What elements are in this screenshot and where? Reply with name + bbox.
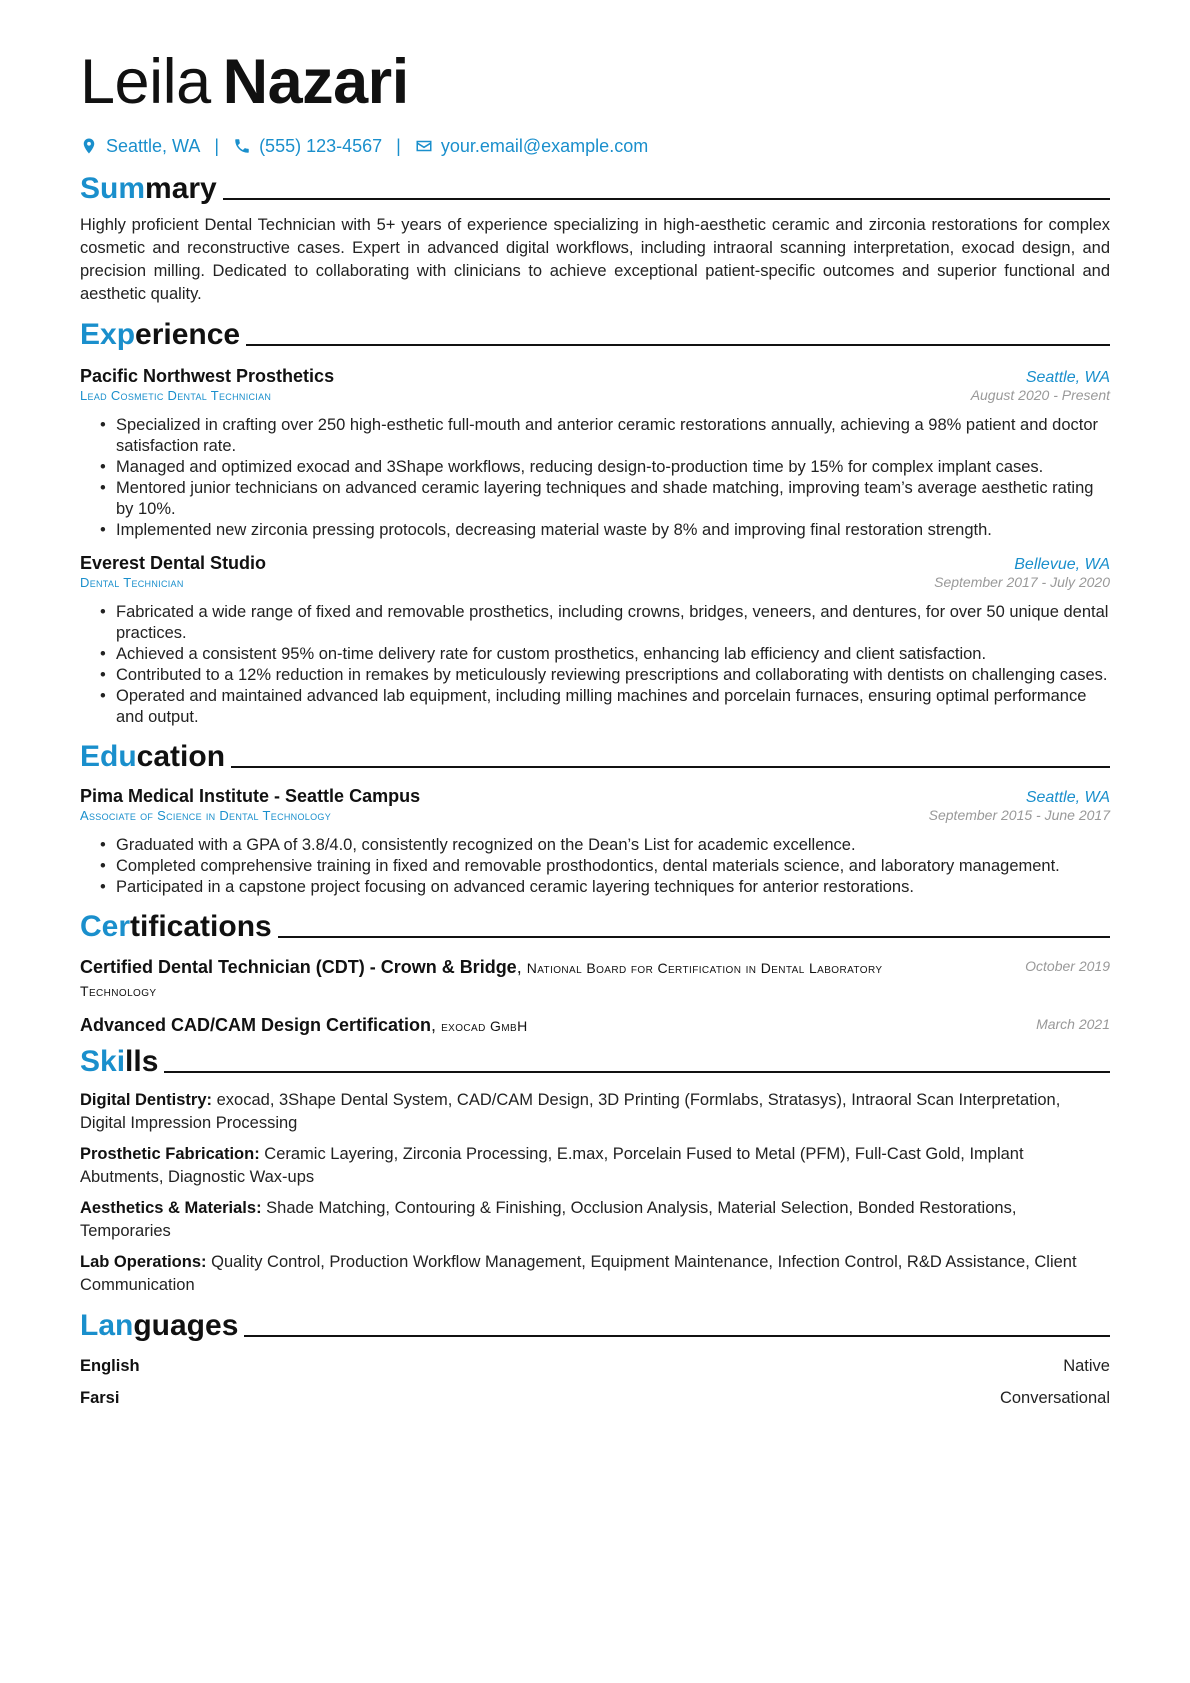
list-item: • Participated in a capstone project focusing on advanced ceramic layering techniques for anterior restorations.	[116, 877, 1110, 898]
list-item: • Mentored junior technicians on advanced ceramic layering techniques and shade matching, improving team’s average aesthetic rating by 10%.	[116, 478, 1110, 520]
summary-text: Highly proficient Dental Technician with 5+ years of experience specializing in high-aesthetic ceramic and zirconia restorations for complex cosmetic and reconstructive cases. Expert in advanced digital workflows, including intraoral scanning interpretation, exocad design, and precision milling. Dedicated to collaborating with clinicians to achieve exceptional patient-specific outcomes and superior functional and aesthetic quality.	[80, 216, 1110, 303]
phone-icon	[233, 137, 251, 155]
section-title: Education	[80, 740, 226, 773]
education-dates: September 2015 - June 2017	[928, 807, 1110, 823]
section-title: Skills	[80, 1045, 159, 1078]
education-entry	[80, 786, 1110, 898]
list-item: • Implemented new zirconia pressing protocols, decreasing material waste by 8% and improving final restoration strength.	[116, 520, 1110, 541]
section-rule	[164, 1071, 1110, 1073]
skill-values: exocad, 3Shape Dental System, CAD/CAM Design, 3D Printing (Formlabs, Stratasys), Intraoral Scan Interpretation, Digital Impression Processing	[80, 1091, 1061, 1132]
list-item: • Achieved a consistent 95% on-time delivery rate for custom prosthetics, enhancing lab efficiency and client satisfaction.	[116, 644, 1110, 665]
job-dates: August 2020 - Present	[970, 387, 1110, 403]
language-name: Farsi	[80, 1389, 120, 1407]
skill-group	[80, 1197, 1110, 1243]
skill-label: Digital Dentistry:	[80, 1091, 213, 1109]
section-rule	[246, 344, 1110, 346]
first-name: Leila	[80, 47, 211, 117]
skill-label: Aesthetics & Materials:	[80, 1199, 262, 1217]
section-rule	[278, 936, 1110, 938]
job-bullets	[80, 602, 1110, 728]
section-rule	[223, 198, 1110, 200]
education-bullets	[80, 835, 1110, 898]
skill-values: Shade Matching, Contouring & Finishing, Occlusion Analysis, Material Selection, Bonded Restorations, Temporaries	[80, 1199, 1017, 1240]
language-row	[80, 1387, 1110, 1409]
job-title: Dental Technician	[80, 575, 184, 590]
certification-issuer: National Board for Certification in Dental Laboratory Technology	[80, 960, 883, 999]
list-item: • Contributed to a 12% reduction in remakes by meticulously reviewing prescriptions and collaborating with dentists on challenging cases.	[116, 665, 1110, 686]
section-title: Summary	[80, 172, 217, 205]
experience-entry	[80, 553, 1110, 728]
certification-name: Advanced CAD/CAM Design Certification	[80, 1015, 432, 1035]
section-title: Experience	[80, 318, 241, 351]
certification-date: March 2021	[1036, 1016, 1110, 1032]
certification-name: Certified Dental Technician (CDT) - Crown & Bridge	[80, 957, 517, 977]
language-level: Conversational	[999, 1389, 1110, 1407]
section-languages-heading	[80, 1307, 1110, 1343]
employer-name: Pacific Northwest Prosthetics	[80, 366, 335, 386]
skill-group	[80, 1089, 1110, 1135]
contact-email[interactable]	[415, 136, 648, 157]
last-name: Nazari	[222, 47, 409, 117]
section-certifications-heading	[80, 908, 1110, 944]
contact-location	[80, 136, 200, 157]
phone-text: (555) 123-4567	[259, 135, 383, 156]
section-experience-heading	[80, 316, 1110, 352]
school-name: Pima Medical Institute - Seattle Campus	[80, 786, 421, 806]
list-item: • Managed and optimized exocad and 3Shape workflows, reducing design-to-production time by 15% for complex implant cases.	[116, 457, 1110, 478]
map-pin-icon	[80, 137, 98, 155]
section-title: Certifications	[80, 910, 272, 943]
job-location: Bellevue, WA	[1014, 556, 1110, 573]
email-link: your.email@example.com	[440, 135, 649, 156]
section-skills-heading	[80, 1043, 1110, 1079]
certification-date: October 2019	[1025, 958, 1110, 974]
list-item: • Specialized in crafting over 250 high-esthetic full-mouth and anterior ceramic restorations annually, achieving a 98% patient and doctor satisfaction rate.	[116, 415, 1110, 457]
candidate-name	[80, 46, 1110, 118]
contact-phone[interactable]	[233, 136, 382, 157]
section-rule	[231, 766, 1110, 768]
list-item: • Completed comprehensive training in fixed and removable prosthodontics, dental materials science, and laboratory management.	[116, 856, 1110, 877]
contact-bar	[80, 134, 1110, 158]
certification-issuer: exocad GmbH	[441, 1018, 528, 1034]
job-location: Seattle, WA	[1025, 369, 1110, 386]
skill-values: Quality Control, Production Workflow Management, Equipment Maintenance, Infection Control, R&D Assistance, Client Communication	[80, 1253, 1077, 1294]
certification-item: Certified Dental Technician (CDT) - Crown & Bridge, National Board for Certification in Dental Laboratory Technology October 2019	[80, 957, 1110, 999]
location-text: Seattle, WA	[106, 135, 201, 156]
school-location: Seattle, WA	[1025, 789, 1110, 806]
language-name: English	[80, 1357, 140, 1375]
experience-entry	[80, 366, 1110, 541]
contact-separator: |	[396, 135, 401, 156]
list-item: • Graduated with a GPA of 3.8/4.0, consistently recognized on the Dean’s List for academic excellence.	[116, 835, 1110, 856]
envelope-icon	[415, 137, 433, 155]
skill-values: Ceramic Layering, Zirconia Processing, E.max, Porcelain Fused to Metal (PFM), Full-Cast Gold, Implant Abutments, Diagnostic Wax-ups	[80, 1145, 1024, 1186]
list-item: • Fabricated a wide range of fixed and removable prosthetics, including crowns, bridges, veneers, and dentures, for over 50 unique dental practices.	[116, 602, 1110, 644]
job-dates: September 2017 - July 2020	[934, 574, 1110, 590]
skill-label: Prosthetic Fabrication:	[80, 1145, 260, 1163]
job-bullets	[80, 415, 1110, 541]
section-title: Languages	[80, 1309, 239, 1342]
skill-group	[80, 1251, 1110, 1297]
employer-name: Everest Dental Studio	[80, 553, 267, 573]
language-row	[80, 1355, 1110, 1377]
job-title: Lead Cosmetic Dental Technician	[80, 388, 272, 403]
skill-group	[80, 1143, 1110, 1189]
language-level: Native	[1063, 1357, 1110, 1375]
section-summary-heading	[80, 170, 1110, 206]
contact-separator: |	[214, 135, 220, 156]
degree: Associate of Science in Dental Technology	[80, 808, 331, 823]
list-item: • Operated and maintained advanced lab equipment, including milling machines and porcelain furnaces, ensuring optimal performance and output.	[116, 686, 1110, 728]
section-rule	[244, 1335, 1110, 1337]
skill-label: Lab Operations:	[80, 1253, 207, 1271]
certification-item: Advanced CAD/CAM Design Certification, exocad GmbH March 2021	[80, 1015, 1110, 1035]
section-education-heading	[80, 738, 1110, 774]
